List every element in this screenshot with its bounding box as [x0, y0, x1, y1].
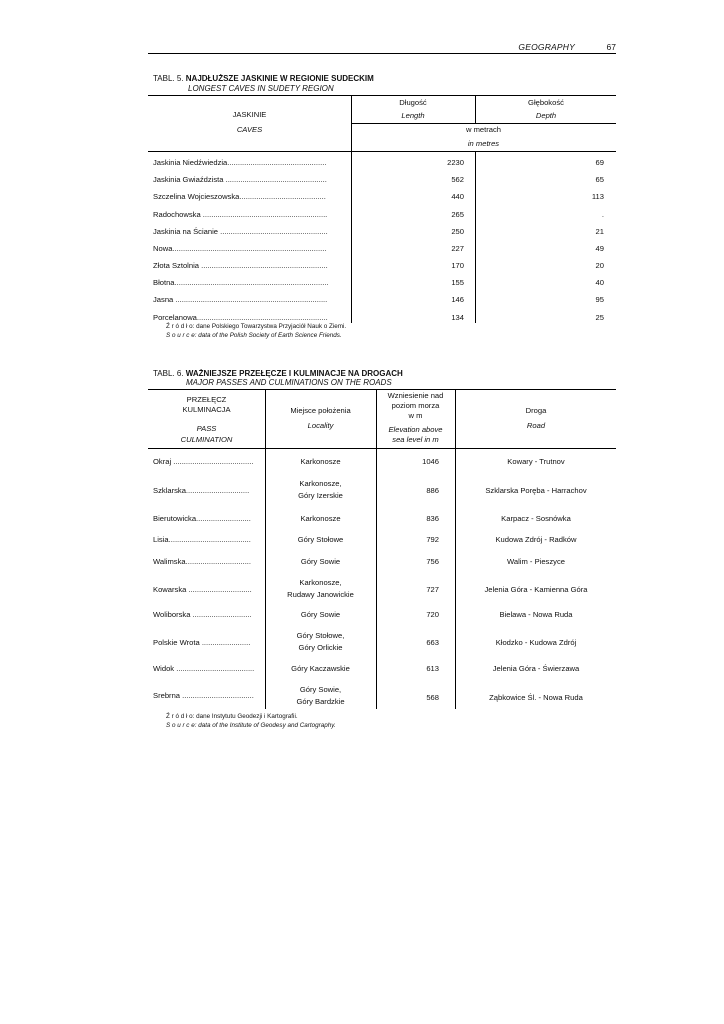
- cave-depth: 21: [595, 227, 604, 236]
- cave-depth: 49: [595, 244, 604, 253]
- cave-name: Złota Sztolnia ............................................................: [153, 261, 328, 270]
- pass-name: Kowarska ..............................: [153, 585, 252, 594]
- col-header-locality-pl: Miejsce położenia: [290, 406, 351, 415]
- table5-top-rule: [148, 95, 616, 96]
- pass-locality-line1: Góry Stołowe: [297, 535, 344, 544]
- pass-locality: [265, 478, 376, 502]
- cave-length: 155: [451, 278, 464, 287]
- col-header-pass-en-line1: PASS: [196, 424, 217, 433]
- pass-locality-line1: Karkonosze: [300, 514, 341, 523]
- table6-header-rule: [148, 448, 616, 449]
- pass-name: Bierutowicka..........................: [153, 514, 251, 523]
- cave-length: 170: [451, 261, 464, 270]
- pass-road: Jelenia Góra - Świerzawa: [492, 664, 580, 673]
- pass-locality-line1: Góry Sowie,: [299, 685, 342, 694]
- col-header-road-pl: Droga: [525, 406, 547, 415]
- col-header-elevation-pl-line1: Wzniesienie nad: [387, 391, 444, 400]
- pass-locality: [265, 630, 376, 654]
- cave-depth: 65: [595, 175, 604, 184]
- cave-depth: 69: [595, 158, 604, 167]
- pass-name: Woliborska ............................: [153, 610, 252, 619]
- pass-elevation: 613: [426, 664, 439, 673]
- pass-locality-line1: Góry Sowie: [300, 610, 341, 619]
- col-header-length-en: Length: [401, 111, 425, 120]
- unit-label-en: in metres: [467, 139, 500, 148]
- col-header-elevation-en-line1: Elevation above: [388, 425, 443, 434]
- pass-name: Lisia.......................................: [153, 535, 251, 544]
- table6-subtitle: MAJOR PASSES AND CULMINATIONS ON THE ROADS: [186, 378, 392, 387]
- pass-elevation: 568: [426, 693, 439, 702]
- pass-road: Szklarska Poręba - Harrachov: [485, 486, 587, 495]
- pass-locality-line1: Karkonosze: [300, 457, 341, 466]
- col-header-pass-en: [148, 423, 265, 445]
- pass-name: Widok .....................................: [153, 664, 255, 673]
- pass-locality: [265, 556, 376, 567]
- cave-depth: .: [601, 210, 604, 219]
- pass-locality-line1: Karkonosze,: [299, 479, 342, 488]
- pass-locality: [265, 609, 376, 620]
- pass-locality: [265, 577, 376, 601]
- pass-locality: [265, 663, 376, 674]
- col-header-depth-en: Depth: [535, 111, 557, 120]
- col-header-road-en: Road: [526, 421, 546, 430]
- col-header-locality-en: Locality: [307, 421, 334, 430]
- running-header-section: GEOGRAPHY: [518, 42, 575, 52]
- table5-header-rule: [148, 151, 616, 152]
- col-header-pass-pl-line2: KULMINACJA: [182, 405, 231, 414]
- pass-locality: [265, 684, 376, 708]
- pass-road: Kudowa Zdrój - Radków: [495, 535, 577, 544]
- table5-divider-2-body: [475, 151, 476, 323]
- cave-length: 134: [451, 313, 464, 322]
- pass-elevation: 720: [426, 610, 439, 619]
- table5-label: TABL. 5.: [153, 74, 184, 83]
- cave-length: 146: [451, 295, 464, 304]
- cave-depth: 113: [591, 192, 604, 201]
- cave-name: Jasna ........................................................................: [153, 295, 328, 304]
- col-header-elevation-pl: [376, 391, 455, 421]
- pass-road: Karpacz - Sosnówka: [501, 514, 571, 523]
- table5-title-text: NAJDŁUŻSZE JASKINIE W REGIONIE SUDECKIM: [185, 74, 374, 83]
- cave-depth: 25: [595, 313, 604, 322]
- cave-depth: 95: [595, 295, 604, 304]
- pass-elevation: 727: [426, 585, 439, 594]
- col-header-caves-en: CAVES: [236, 125, 263, 134]
- cave-name: Porcelanowa..............................................................: [153, 313, 328, 322]
- pass-locality: [265, 456, 376, 467]
- header-rule: [148, 53, 616, 54]
- pass-locality-line2: Góry Bardzkie: [296, 697, 345, 706]
- table6-title-text: WAŻNIEJSZE PRZEŁĘCZE I KULMINACJE NA DROGACH: [185, 369, 403, 378]
- cave-name: Nowa.........................................................................: [153, 244, 327, 253]
- col-header-pass-pl-line1: PRZEŁĘCZ: [186, 395, 227, 404]
- pass-elevation: 1046: [422, 457, 439, 466]
- col-header-elevation-en-line2: sea level in m: [392, 435, 439, 444]
- pass-name: Polskie Wrota .......................: [153, 638, 251, 647]
- col-header-elevation-pl-line3: w m: [408, 411, 423, 420]
- pass-road: Walim - Pieszyce: [507, 557, 565, 566]
- cave-length: 265: [451, 210, 464, 219]
- pass-elevation: 663: [426, 638, 439, 647]
- table5-source-pl: Ź r ó d ł o: dane Polskiego Towarzystwa Przyjaciół Nauk o Ziemi.: [166, 323, 347, 330]
- cave-length: 250: [451, 227, 464, 236]
- table6-source-pl: Ź r ó d ł o: dane Instytutu Geodezji i Kartografii.: [166, 713, 298, 720]
- pass-locality-line1: Góry Stołowe,: [296, 631, 345, 640]
- table6-title: [153, 369, 403, 378]
- cave-name: Radochowska ...........................................................: [153, 210, 328, 219]
- pass-locality: [265, 534, 376, 545]
- pass-road: Kowary - Trutnov: [507, 457, 565, 466]
- cave-name: Jaskinia Gwiaździsta ................................................: [153, 175, 327, 184]
- pass-elevation: 792: [426, 535, 439, 544]
- table5-title: [153, 74, 374, 83]
- table6-divider-3: [455, 389, 456, 709]
- pass-road: Kłodzko - Kudowa Zdrój: [495, 638, 577, 647]
- pass-locality-line1: Góry Kaczawskie: [291, 664, 350, 673]
- pass-name: Okraj ......................................: [153, 457, 254, 466]
- table6-label: TABL. 6.: [153, 369, 184, 378]
- cave-depth: 40: [595, 278, 604, 287]
- cave-length: 562: [451, 175, 464, 184]
- page-number: 67: [606, 42, 616, 52]
- pass-locality: [265, 513, 376, 524]
- pass-road: Ząbkowice Śl. - Nowa Ruda: [489, 693, 583, 702]
- cave-length: 440: [451, 192, 464, 201]
- cave-depth: 20: [595, 261, 604, 270]
- cave-length: 2230: [447, 158, 464, 167]
- col-header-depth-pl: Głębokość: [528, 98, 564, 107]
- pass-name: Walimska...............................: [153, 557, 252, 566]
- col-header-elevation-en: [376, 425, 455, 445]
- cave-name: Szczelina Wojcieszowska.........................................: [153, 192, 326, 201]
- col-header-length-pl: Długość: [399, 98, 427, 107]
- table6-source-en: S o u r c e: data of the Institute of Geodesy and Cartography.: [166, 722, 336, 729]
- table6-top-rule: [148, 389, 616, 390]
- pass-elevation: 836: [426, 514, 439, 523]
- cave-name: Jaskinia na Ścianie ...................................................: [153, 227, 328, 236]
- cave-name: Jaskinia Niedźwiedzia...............................................: [153, 158, 327, 167]
- col-header-caves-pl: JASKINIE: [232, 110, 267, 119]
- pass-locality-line2: Góry Orlickie: [298, 643, 343, 652]
- pass-name: Szklarska..............................: [153, 486, 250, 495]
- table5-source-en: S o u r c e: data of the Polish Society of Earth Science Friends.: [166, 332, 342, 339]
- cave-length: 227: [451, 244, 464, 253]
- pass-locality-line2: Rudawy Janowickie: [287, 590, 354, 599]
- col-header-elevation-pl-line2: poziom morza: [391, 401, 440, 410]
- table5-subtitle: LONGEST CAVES IN SUDETY REGION: [188, 84, 334, 93]
- pass-locality-line1: Karkonosze,: [299, 578, 342, 587]
- unit-label-pl: w metrach: [465, 125, 502, 134]
- col-header-pass-en-line2: CULMINATION: [180, 435, 233, 444]
- table6-divider-1: [265, 389, 266, 709]
- pass-elevation: 886: [426, 486, 439, 495]
- col-header-pass-pl: [148, 395, 265, 415]
- pass-name: Srebrna ..................................: [153, 691, 254, 700]
- pass-elevation: 756: [426, 557, 439, 566]
- pass-road: Bielawa - Nowa Ruda: [499, 610, 573, 619]
- pass-road: Jelenia Góra - Kamienna Góra: [484, 585, 588, 594]
- cave-name: Błotna.........................................................................: [153, 278, 329, 287]
- pass-locality-line1: Góry Sowie: [300, 557, 341, 566]
- pass-locality-line2: Góry Izerskie: [298, 491, 343, 500]
